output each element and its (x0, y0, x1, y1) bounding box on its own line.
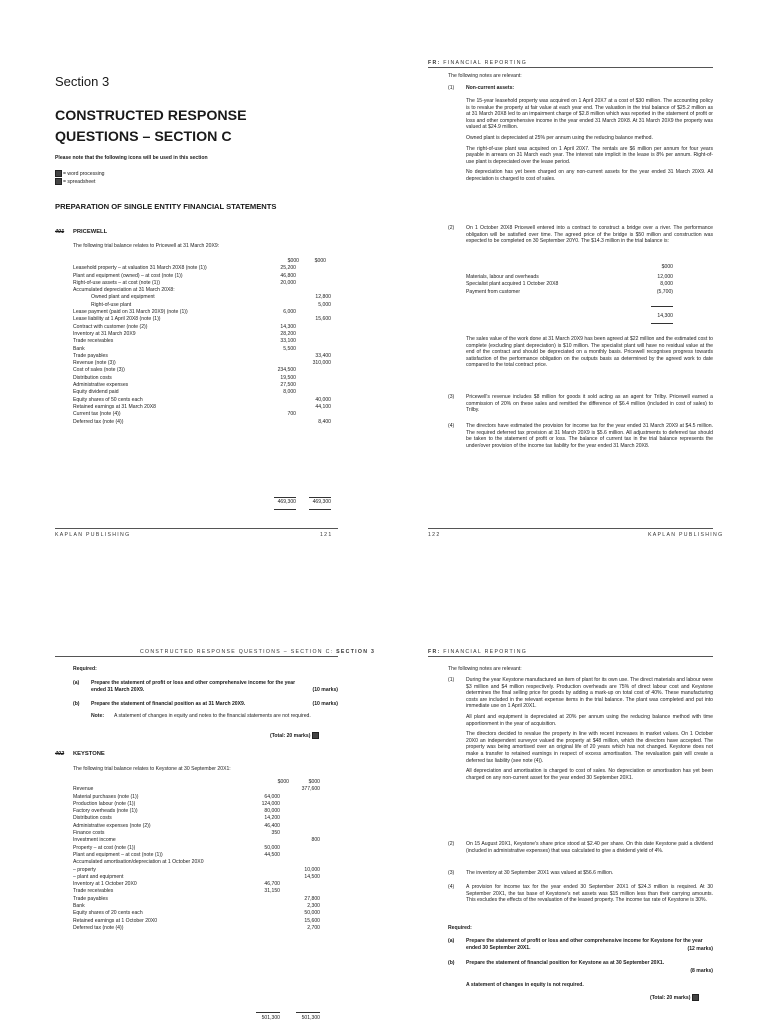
debit-cell: 234,500 (277, 367, 296, 374)
total-marks: (Total: 20 marks) (650, 994, 700, 1002)
row-label: Contract with customer (note (2)) (73, 323, 148, 330)
note-number: (3) (448, 870, 455, 876)
note-1-text: During the year Keystone manufactured an item of plant for its own use. The direct materials and labour were $3 million and $4 million respectively. Production overheads are 75% of direct labour cost and Keystone determines the final selling price for goods by adding a mark-up on total cost of 40%. These manufacturing costs are included in the relevant expense items in the trial balance. The plant was completed and put into immediate use on 1 April 20X1. All plant and equipment is depreciated at 20% per annum using the reducing balance method with time apportionment in the year of acquisition. The directors decided to revalue the property in line with recent increases in market values. On 1 October 20X0 an independent surveyor valued the property at $48 million, which the directors have accepted. The property was being amortised over an original life of 20 years which has not changed. Keystone does not make a transfer to retained earnings in respect of excess amortisation. The revaluation gain will create a deferred tax liability (see note (4)). All depreciation and amortisation is charged to cost of sales. No depreciation or amortisation has yet been charged on any non-current asset for the year ended 30 September 20X1. (466, 677, 713, 781)
credit-cell: 5,000 (318, 301, 331, 308)
table-row (73, 925, 338, 932)
debit-cell: 44,500 (264, 851, 280, 858)
row-label: Deferred tax (note (4)) (73, 418, 124, 425)
question-intro: The following trial balance relates to Pricewell at 31 March 20X9: (73, 243, 220, 249)
page-title (55, 106, 355, 148)
table-row (73, 389, 338, 396)
note-number: (4) (448, 423, 455, 429)
debit-cell: 350 (271, 830, 280, 837)
spreadsheet-icon (692, 994, 699, 1001)
row-label: Distribution costs (73, 374, 112, 381)
total-debit: 469,300 (277, 499, 296, 505)
debit-cell: 19,500 (280, 374, 296, 381)
table-row (73, 360, 338, 367)
credit-cell: 8,400 (318, 418, 331, 425)
title-line-1: CONSTRUCTED RESPONSE (55, 108, 247, 124)
page-number: 122 (428, 532, 441, 538)
part-b-marks: (10 marks) (312, 701, 338, 707)
total-rule (309, 497, 331, 498)
credit-cell: 12,800 (315, 294, 331, 301)
column-header: $000 (277, 779, 289, 785)
debit-cell: 46,400 (264, 822, 280, 829)
required-label: Required: (73, 666, 97, 672)
part-a-marks: (10 marks) (312, 687, 338, 693)
trial-balance-table (73, 258, 338, 426)
section-label: Section 3 (55, 74, 110, 89)
row-label: Equity shares of 20 cents each (73, 910, 143, 917)
table-row (73, 316, 338, 323)
row-label: Administrative expenses (note (2)) (73, 822, 151, 829)
credit-cell: 15,600 (304, 917, 320, 924)
row-label: Lease payment (paid on 31 March 20X9) (note (1)) (73, 309, 188, 316)
row-label: Materials, labour and overheads (466, 274, 539, 280)
debit-cell: 14,200 (264, 815, 280, 822)
row-label: Current tax (note (4)) (73, 411, 121, 418)
total-debit: 501,300 (261, 1015, 280, 1021)
table-row (73, 273, 338, 280)
row-label: Revenue (73, 786, 94, 793)
notes-intro: The following notes are relevant: (448, 73, 522, 79)
row-label: Owned plant and equipment (91, 294, 155, 301)
question-title: PRICEWELL (73, 229, 108, 235)
trial-balance-table (73, 779, 338, 932)
table-row (73, 837, 338, 844)
note-label: Note: (91, 713, 105, 719)
table-row (73, 353, 338, 360)
amount-cell: 8,000 (660, 281, 673, 288)
row-label: Bank (73, 903, 85, 910)
table-row (73, 375, 338, 382)
row-label: – plant and equipment (73, 873, 124, 880)
table-row (73, 867, 338, 874)
icon-legend-word: = word processing (55, 170, 104, 178)
table-row (466, 274, 696, 281)
total-rule (274, 509, 296, 510)
note-number: (2) (448, 841, 455, 847)
debit-cell: 6,000 (283, 309, 296, 316)
table-row (73, 888, 338, 895)
row-label: Specialist plant acquired 1 October 20X8 (466, 281, 559, 288)
question-title: KEYSTONE (73, 751, 105, 757)
debit-cell: 64,000 (264, 793, 280, 800)
total-rule (296, 1012, 320, 1013)
contract-total: 14,300 (657, 313, 673, 319)
table-row (73, 881, 338, 888)
table-header-row (73, 258, 338, 265)
part-a-text: Prepare the statement of profit or loss and other comprehensive income for Keystone for the year ended 30 September 20X1. (466, 938, 703, 951)
running-header: FR: FINANCIAL REPORTING (428, 649, 528, 655)
total-rule (651, 323, 673, 324)
table-row (73, 338, 338, 345)
spreadsheet-icon (55, 178, 62, 185)
table-row (73, 896, 338, 903)
debit-cell: 27,500 (280, 382, 296, 389)
table-row (73, 331, 338, 338)
debit-cell: 8,000 (283, 389, 296, 396)
credit-cell: 40,000 (315, 396, 331, 403)
row-label: Deferred tax (note (4)) (73, 924, 124, 931)
debit-cell: 124,000 (261, 800, 280, 807)
note-4-text: A provision for income tax for the year ended 30 September 20X1 of $24.3 million is required. At 30 September 20X1, the tax base of Keystone's net assets was $15 million less than their carrying amounts. This excludes the effects of the revaluation of the leased property. The income tax rate of Keystone is 30%. (466, 884, 713, 904)
note-title: Non-current assets: (466, 85, 515, 91)
row-label: Right-of-use assets – at cost (note (1)) (73, 279, 160, 286)
credit-cell: 10,000 (304, 866, 320, 873)
row-label: Distribution costs (73, 815, 112, 822)
column-header: $000 (661, 264, 673, 270)
part-number: (b) (73, 701, 80, 707)
note-number: (3) (448, 394, 455, 400)
table-row (73, 794, 338, 801)
table-row (73, 801, 338, 808)
row-label: Trade receivables (73, 338, 114, 345)
header-rule (428, 67, 713, 68)
note-2-text: On 15 August 20X1, Keystone's share price stood at $2.40 per share. On this date Keystone paid a dividend (included in administrative expenses) that was calculated to give a dividend yield of 4%. (466, 841, 713, 854)
table-row (73, 903, 338, 910)
running-header: CONSTRUCTED RESPONSE QUESTIONS – SECTION C: SECTION 3 (140, 649, 376, 655)
row-label: Right-of-use plant (91, 301, 132, 308)
note-3-text: Pricewell's revenue includes $8 million for goods it sold acting as an agent for Trilby. Pricewell earned a commission of 20% on these sales and remitted the difference of $6.4 million (included in cost of sales) to Trilby. (466, 394, 713, 414)
table-row (73, 287, 338, 294)
column-header: $000 (287, 258, 299, 264)
debit-cell: 46,700 (264, 881, 280, 888)
credit-cell: 2,700 (307, 924, 320, 931)
row-label: Bank (73, 345, 85, 352)
note-1-text: The 15-year leasehold property was acquired on 1 April 20X7 at a cost of $30 million. The accounting policy is to revalue the property at fair value at each year end. The valuation in the trial balance of $25.2 million as at 31 March 20X8 led to an impairment charge of $2.8 million which was reported in the statement of profit or loss and other comprehensive income in the year ended 31 March 20X8. At 31 March 20X9 the property was valued at $24.9 million. Owned plant is depreciated at 25% per annum using the reducing balance method. The right-of-use plant was acquired on 1 April 20X7. The rentals are $6 million per annum for four years payable in arrears on 31 March each year. The interest rate implicit in the lease is 8% per annum. Right-of-use plant is depreciated over the lease period. No depreciation has yet been charged on any non-current assets for the year ended 31 March 20X9. All depreciation is charged to cost of sales. (466, 98, 713, 182)
title-line-2: QUESTIONS – SECTION C (55, 129, 232, 145)
row-label: Equity dividend paid (73, 389, 119, 396)
part-b-text: Prepare the statement of financial position as at 31 March 20X9. (91, 701, 246, 707)
section-heading: PREPARATION OF SINGLE ENTITY FINANCIAL STATEMENTS (55, 202, 277, 211)
table-row (73, 852, 338, 859)
column-header: $000 (308, 779, 320, 785)
debit-cell: 50,000 (264, 844, 280, 851)
debit-cell: 700 (287, 411, 296, 418)
total-marks: (Total: 20 marks) (270, 732, 320, 740)
part-number: (b) (448, 960, 455, 966)
total-rule (651, 306, 673, 307)
table-row (73, 309, 338, 316)
note-3-text: The inventory at 30 September 20X1 was valued at $56.6 million. (466, 870, 614, 876)
note-text: A statement of changes in equity and notes to the financial statements are not required. (114, 713, 311, 719)
note-number: (1) (448, 677, 455, 683)
row-label: Investment income (73, 837, 116, 844)
total-rule (309, 509, 331, 510)
row-label: Lease liability at 1 April 20X8 (note (1)) (73, 316, 161, 323)
notes-intro: The following notes are relevant: (448, 666, 522, 672)
debit-cell: 33,100 (280, 338, 296, 345)
debit-cell: 31,150 (264, 888, 280, 895)
total-credit: 469,300 (312, 499, 331, 505)
credit-cell: 14,500 (304, 873, 320, 880)
part-b-text: Prepare the statement of financial position for Keystone as at 30 September 20X1. (466, 960, 665, 966)
table-row (73, 411, 338, 418)
header-rule (428, 656, 713, 657)
row-label: Plant and equipment – at cost (note (1)) (73, 851, 163, 858)
word-processing-icon (55, 170, 62, 177)
row-label: Payment from customer (466, 288, 521, 295)
amount-cell: 12,000 (657, 274, 673, 280)
credit-cell: 2,300 (307, 903, 320, 910)
credit-cell: 50,000 (304, 910, 320, 917)
credit-cell: 800 (311, 837, 320, 844)
note-2-continued: The sales value of the work done at 31 March 20X9 has been agreed at $22 million and the estimated cost to complete (excluding plant depreciation) is $10 million. The specialist plant will have no residual value at the end of the contract and should be depreciated on a monthly basis. Pricewell recognises progress towards satisfaction of the performance obligation on the outputs basis as determined by the agreed work to date compared to the total contract price. (466, 336, 713, 369)
row-label: Accumulated amortisation/depreciation at 1 October 20X0 (73, 859, 204, 866)
icon-note: Please note that the following icons will be used in this section (55, 155, 208, 161)
row-label: Revenue (note (3)) (73, 360, 116, 367)
table-header-row (73, 779, 338, 786)
debit-cell: 46,800 (280, 272, 296, 279)
table-row (73, 265, 338, 272)
row-label: Plant and equipment (owned) – at cost (note (1)) (73, 272, 183, 279)
page-number: 121 (320, 532, 333, 538)
footer-publisher: KAPLAN PUBLISHING (55, 532, 131, 538)
running-header: FR: FINANCIAL REPORTING (428, 60, 528, 66)
table-row (466, 289, 696, 296)
table-row (73, 367, 338, 374)
required-label: Required: (448, 925, 472, 931)
contract-breakdown-table (466, 274, 696, 296)
table-row (73, 859, 338, 866)
note-number: (1) (448, 85, 455, 91)
row-label: Equity shares of 50 cents each (73, 396, 143, 403)
total-rule (274, 497, 296, 498)
row-label: Retained earnings at 31 March 20X8 (73, 403, 156, 410)
table-row (73, 324, 338, 331)
row-label: – property (73, 866, 96, 873)
question-intro: The following trial balance relates to Keystone at 30 September 20X1: (73, 766, 231, 772)
part-number: (a) (448, 938, 455, 944)
debit-cell: 80,000 (264, 808, 280, 815)
row-label: Accumulated depreciation at 31 March 20X8: (73, 287, 175, 294)
part-b-marks: (8 marks) (690, 968, 713, 974)
row-label: Inventory at 1 October 20X0 (73, 881, 137, 888)
table-row (73, 294, 338, 301)
table-row (73, 404, 338, 411)
note-4-text: The directors have estimated the provision for income tax for the year ended 31 March 20X9 at $4.5 million. The required deferred tax provision at 31 March 20X9 is $5.6 million. All adjustments to deferred tax should be taken to the statement of profit or loss. The balance of current tax in the trial balance represents the under/over provision of the income tax liability for the year ended 31 March 20X8. (466, 423, 713, 449)
credit-cell: 310,000 (312, 360, 331, 367)
row-label: Trade payables (73, 895, 108, 902)
total-rule (256, 1012, 280, 1013)
note-number: (4) (448, 884, 455, 890)
debit-cell: 20,000 (280, 279, 296, 286)
total-credit: 501,300 (301, 1015, 320, 1021)
credit-cell: 377,600 (301, 786, 320, 793)
note-number: (2) (448, 225, 455, 231)
row-label: Finance costs (73, 830, 105, 837)
question-number: 401 (55, 229, 65, 235)
column-header: $000 (314, 258, 326, 264)
footer-rule (428, 528, 713, 529)
table-row (73, 786, 338, 793)
part-a-marks: (12 marks) (687, 946, 713, 952)
table-row (73, 918, 338, 925)
row-label: Factory overheads (note (1)) (73, 808, 138, 815)
spreadsheet-icon (312, 732, 319, 739)
row-label: Trade payables (73, 352, 108, 359)
credit-cell: 15,600 (315, 316, 331, 323)
amount-cell: (5,700) (656, 288, 673, 295)
header-rule (55, 656, 338, 657)
debit-cell: 25,200 (280, 265, 296, 272)
table-row (73, 397, 338, 404)
soce-note: A statement of changes in equity is not required. (466, 982, 584, 988)
credit-cell: 33,400 (315, 352, 331, 359)
row-label: Production labour (note (1)) (73, 800, 136, 807)
row-label: Retained earnings at 1 October 20X0 (73, 917, 158, 924)
row-label: Leasehold property – at valuation 31 March 20X8 (note (1)) (73, 265, 207, 272)
table-row (73, 910, 338, 917)
row-label: Cost of sales (note (3)) (73, 367, 125, 374)
table-row (73, 823, 338, 830)
table-row (73, 815, 338, 822)
table-row (73, 808, 338, 815)
table-row (73, 302, 338, 309)
footer-rule (55, 528, 338, 529)
credit-cell: 44,100 (315, 403, 331, 410)
table-row (73, 830, 338, 837)
table-row (73, 874, 338, 881)
part-number: (a) (73, 680, 80, 686)
table-row (466, 281, 696, 288)
debit-cell: 28,200 (280, 330, 296, 337)
table-row (73, 419, 338, 426)
table-row (73, 382, 338, 389)
footer-publisher: KAPLAN PUBLISHING (648, 532, 724, 538)
note-2-text: On 1 October 20X8 Pricewell entered into a contract to construct a bridge over a river. The performance obligation will be satisfied over time. The agreed price of the bridge is $50 million and construction was expected to be completed on 30 September 20Y0. The $14.3 million in the trial balance is: (466, 225, 713, 245)
row-label: Material purchases (note (1)) (73, 793, 139, 800)
question-number: 402 (55, 751, 65, 757)
debit-cell: 5,500 (283, 345, 296, 352)
part-a-text: Prepare the statement of profit or loss and other comprehensive income for the year ended 31 March 20X9. (91, 680, 296, 693)
icon-legend-sheet: = spreadsheet (55, 178, 95, 186)
row-label: Property – at cost (note (1)) (73, 844, 136, 851)
table-row (73, 845, 338, 852)
debit-cell: 14,300 (280, 323, 296, 330)
row-label: Inventory at 31 March 20X9 (73, 330, 136, 337)
table-row (73, 346, 338, 353)
credit-cell: 27,800 (304, 895, 320, 902)
table-row (73, 280, 338, 287)
row-label: Administrative expenses (73, 382, 129, 389)
row-label: Trade receivables (73, 888, 114, 895)
